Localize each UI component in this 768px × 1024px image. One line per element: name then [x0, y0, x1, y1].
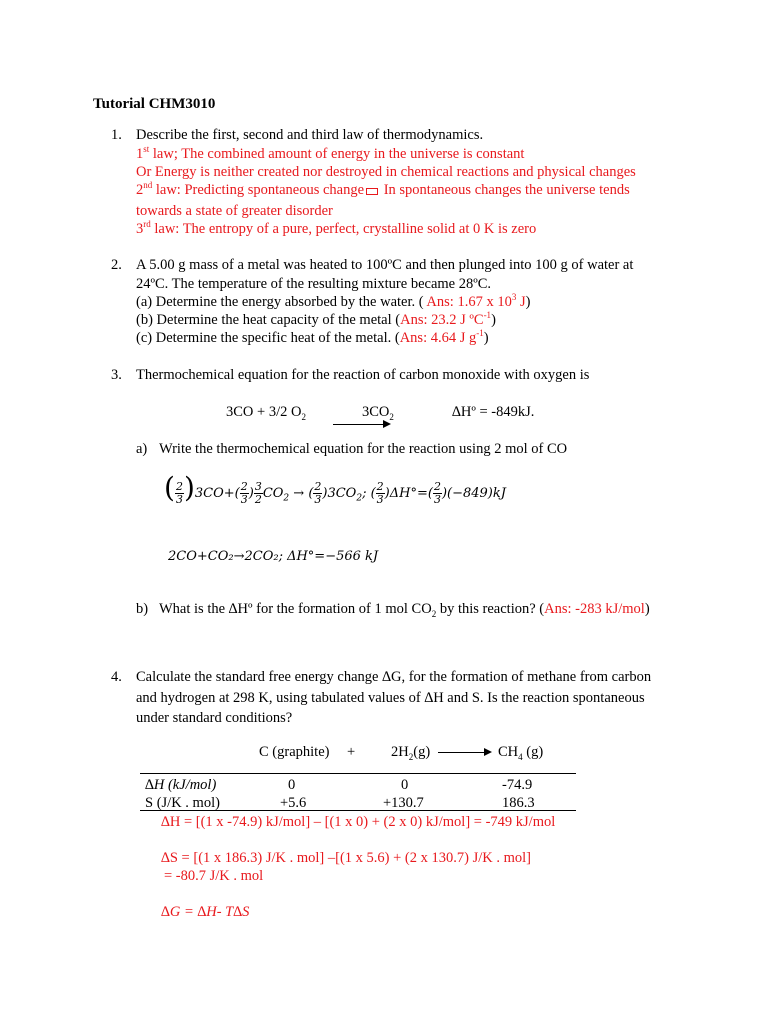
- question-1-number: 1.: [111, 127, 122, 143]
- q1-answer-third-law: 3rd law: The entropy of a pure, perfect, crystalline solid at 0 K is zero: [136, 219, 537, 237]
- table-row-1-label: ∆H (kJ/mol): [145, 777, 217, 793]
- question-4-line-3: under standard conditions?: [136, 710, 293, 726]
- question-2-line-2: 24ºC. The temperature of the resulting mixture became 28ºC.: [136, 276, 492, 292]
- q1-answer-second-law-cont: towards a state of greater disorder: [136, 203, 333, 219]
- question-3b-text: What is the ∆Hº for the formation of 1 mol $CO_2$ by this reaction? (Ans: -283 kJ/mol): [159, 601, 650, 619]
- question-4-line-2: and hydrogen at 298 K, using tabulated values of ∆H and S. Is the reaction spontaneous: [136, 690, 645, 706]
- question-2c: (c) Determine the specific heat of the metal. (Ans: 4.64 J $g^{-1}$): [136, 328, 489, 346]
- table-row-1-methane: -74.9: [502, 777, 533, 793]
- table-row-2-label: S (J/K . mol): [145, 795, 220, 811]
- question-3a-text: Write the thermochemical equation for the reaction using 2 mol of CO: [159, 441, 568, 457]
- question-2b: (b) Determine the heat capacity of the metal (Ans: 23.2 J ºC$^{-1}$): [136, 310, 496, 328]
- reactant-hydrogen: $2H_2(g)$: [391, 744, 431, 762]
- inline-box-icon: [366, 188, 378, 195]
- q1-answer-first-law: 1st law; The combined amount of energy in the universe is constant: [136, 144, 525, 162]
- q1-answer-first-law-alt: Or Energy is neither created nor destroyed in chemical reactions and physical changes: [136, 164, 636, 180]
- answer-delta-s: ∆S = [(1 x 186.3) J/K . mol] –[(1 x 5.6) + (2 x 130.7) J/K . mol]: [161, 850, 531, 866]
- scaled-equation: ( $\frac{2}{3}$ )3CO+( $\frac{2}{3}$ ) $\frac{3}{2}$ $CO_2$ → ( $\frac{2}{3}$ )$3CO_2$; ( $\frac{2}{3}$ )ΔH°=( $\frac{2}{3}$ )(−849)kJ: [164, 471, 506, 506]
- question-1-text: Describe the first, second and third law of thermodynamics.: [136, 127, 484, 143]
- methane-arrow-head-icon: [484, 748, 492, 756]
- answer-delta-g: ∆G = ∆H- T∆S: [161, 904, 250, 920]
- question-3-text: Thermochemical equation for the reaction of carbon monoxide with oxygen is: [136, 367, 590, 383]
- product-methane: $CH_4$ (g): [498, 744, 544, 762]
- answer-delta-s-result: = -80.7 J/K . mol: [164, 868, 264, 884]
- reactant-carbon: C (graphite): [259, 744, 330, 760]
- question-3-number: 3.: [111, 367, 122, 383]
- equation-2-mol: 2CO+CO₂→2CO₂; ΔH°=−566 kJ: [168, 549, 379, 564]
- equation-enthalpy: ∆Hº = -849kJ.: [452, 404, 535, 420]
- equation-left: 3CO + 3/2 $O_2$: [226, 404, 306, 422]
- table-bottom-rule: [140, 810, 576, 811]
- question-2-line-1: A 5.00 g mass of a metal was heated to 100ºC and then plunged into 100 g of water at: [136, 257, 634, 273]
- q1-answer-second-law: 2nd law: Predicting spontaneous change In spontaneous changes the universe tends: [136, 180, 630, 198]
- document-title: Tutorial CHM3010: [93, 96, 216, 112]
- table-row-2-methane: 186.3: [502, 795, 535, 811]
- question-2a: (a) Determine the energy absorbed by the water. ( Ans: 1.67 x $10^3$ J): [136, 292, 531, 310]
- question-2-number: 2.: [111, 257, 122, 273]
- table-row-2-carbon: +5.6: [280, 795, 307, 811]
- question-4-line-1: Calculate the standard free energy change ∆G, for the formation of methane from carbon: [136, 669, 652, 685]
- question-3a-label: a): [136, 441, 148, 457]
- reaction-arrow-line: [333, 424, 385, 425]
- question-3b-label: b): [136, 601, 149, 617]
- reaction-plus: +: [347, 744, 356, 760]
- table-row-1-carbon: 0: [288, 777, 296, 793]
- table-row-1-hydrogen: 0: [401, 777, 409, 793]
- question-4-number: 4.: [111, 669, 122, 685]
- equation-right: $3CO_2$: [362, 404, 394, 422]
- table-top-rule: [140, 773, 576, 774]
- table-row-2-hydrogen: +130.7: [383, 795, 424, 811]
- answer-delta-h: ∆H = [(1 x -74.9) kJ/mol] – [(1 x 0) + (2 x 0) kJ/mol] = -749 kJ/mol: [161, 814, 556, 830]
- methane-arrow-line: [438, 752, 485, 753]
